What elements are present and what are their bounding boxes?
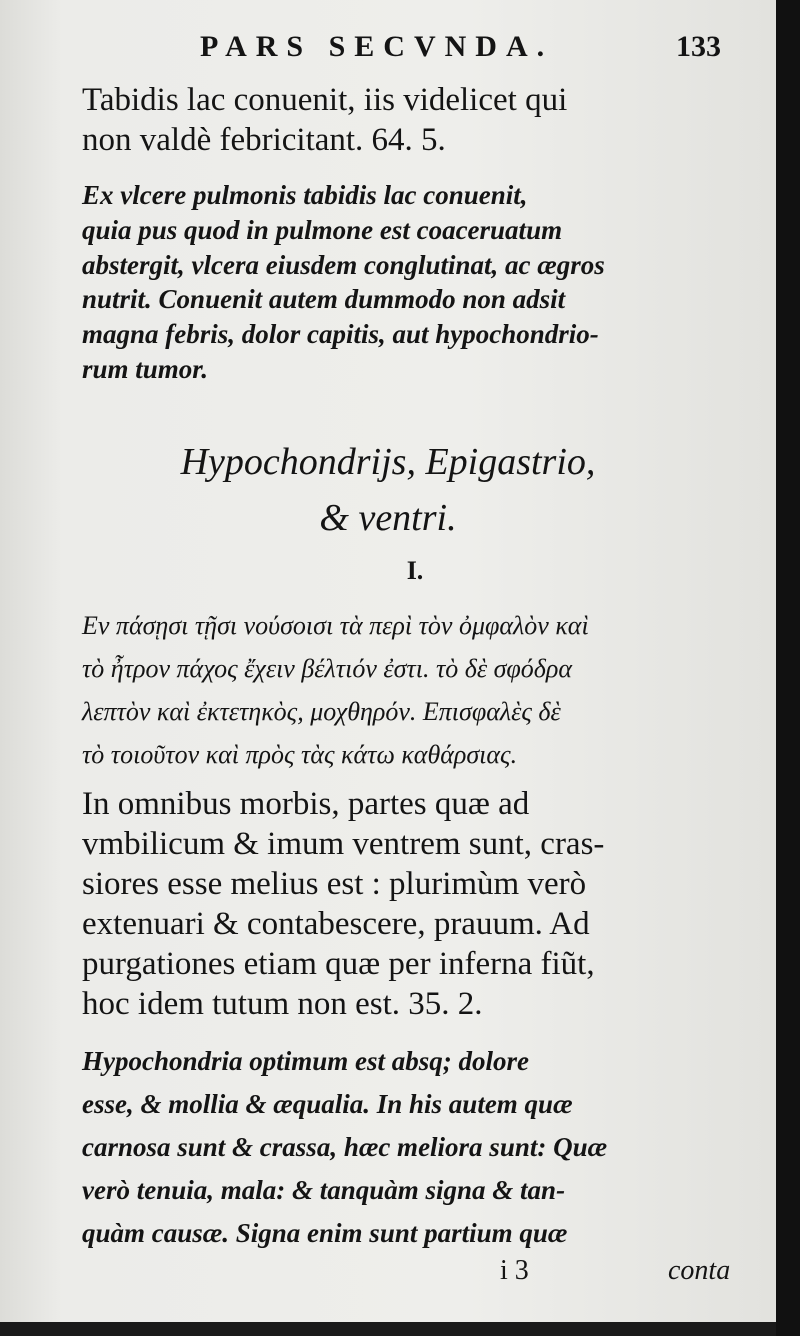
text-line: λεπτὸν καὶ ἐκτετηκὸς, μοχθηρόν. Επισφαλὲς δὲ <box>82 697 561 726</box>
catchword: conta <box>668 1255 731 1286</box>
aphorism-numeral: I. <box>406 556 424 585</box>
greek-aphorism <box>82 604 732 776</box>
commentary-64 <box>82 178 732 387</box>
text-line: magna febris, dolor capitis, aut hypochondrio- <box>82 319 599 350</box>
text-line: Hypochondria optimum est absq; dolore <box>82 1046 530 1076</box>
text-line: siores esse melius est : plurimùm verò <box>82 866 587 902</box>
text-line: Εν πάσῃσι τῇσι νούσοισι τὰ περὶ τὸν ὀμφαλὸν καὶ <box>82 611 589 640</box>
text-line: esse, & mollia & æqualia. In his autem quæ <box>82 1089 573 1119</box>
text-line: purgationes etiam quæ per inferna fiũt, <box>82 946 595 982</box>
text-line: nutrit. Conuenit autem dummodo non adsit <box>82 284 566 315</box>
text-line: abstergit, vlcera eiusdem conglutinat, ac ægros <box>82 249 605 280</box>
text-line: non valdè febricitant. 64. 5. <box>82 122 446 158</box>
text-line: extenuari & contabescere, prauum. Ad <box>82 906 590 942</box>
aphorism-64 <box>82 80 732 160</box>
text-line: quàm causæ. Signa enim sunt partium quæ <box>82 1218 568 1248</box>
text-line: carnosa sunt & crassa, hæc meliora sunt: Quæ <box>82 1132 608 1162</box>
heading-line: & ventri. <box>319 497 457 539</box>
commentary-35 <box>82 1040 732 1255</box>
text-line: verò tenuia, mala: & tanquàm signa & tan- <box>82 1175 566 1205</box>
signature-mark: i 3 <box>500 1255 529 1286</box>
text-line: τὸ ἦτρον πάχος ἔχειν βέλτιόν ἐστι. τὸ δὲ σφόδρα <box>82 654 573 683</box>
text-line: In omnibus morbis, partes quæ ad <box>82 786 530 822</box>
text-line: Tabidis lac conuenit, iis videlicet qui <box>82 82 568 118</box>
heading-line: Hypochondrijs, Epigastrio, <box>180 441 596 483</box>
text-line: vmbilicum & imum ventrem sunt, cras- <box>82 826 605 862</box>
text-line: Ex vlcere pulmonis tabidis lac conuenit, <box>82 180 528 210</box>
text-line: τὸ τοιοῦτον καὶ πρὸς τὰς κάτω καθάρσιας. <box>82 740 518 769</box>
text-line: quia pus quod in pulmone est coaceruatum <box>82 214 563 245</box>
text-line: hoc idem tutum non est. 35. 2. <box>82 986 483 1022</box>
latin-translation <box>82 784 732 1024</box>
running-head <box>0 30 776 70</box>
page-number: 133 <box>676 30 721 63</box>
text-line: rum tumor. <box>82 353 209 384</box>
running-head-title: PARS SECVNDA. <box>200 30 554 63</box>
section-heading <box>0 434 776 546</box>
